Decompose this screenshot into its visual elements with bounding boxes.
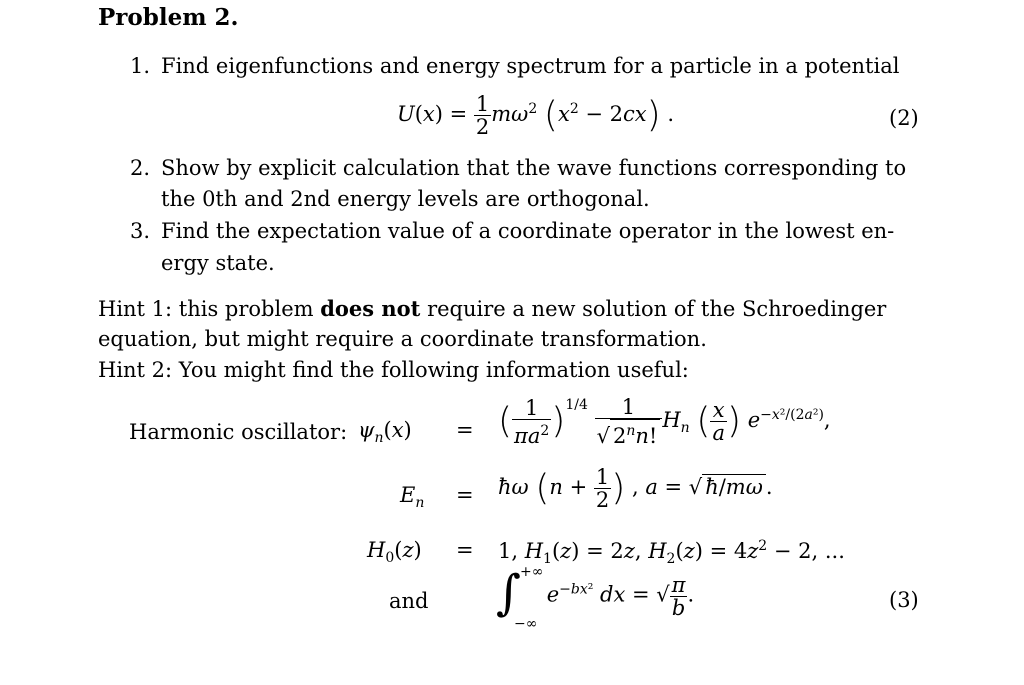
equation-2: U(x) = $\frac{1}{2}$ $m\omega^2$ $(x^2 - 2cx)$ . — [397, 92, 675, 139]
problem-title: Problem 2. — [98, 4, 239, 31]
hint-1-label: Hint 1: this problem — [98, 297, 321, 321]
h-rhs: 1, $H_1(z) = 2z$, $H_2(z) = 4z^2 - 2$, ... — [498, 538, 845, 568]
en-rhs: ħω (n + $\frac{1}{2}$ ) , a = √ ħ/mω . — [498, 465, 773, 512]
item-2-line-1: Show by explicit calculation that the wave functions corresponding to — [161, 156, 907, 180]
item-2-line-2: the 0th and 2nd energy levels are orthogonal. — [161, 187, 650, 211]
harmonic-oscillator-label: Harmonic oscillator: — [129, 420, 348, 444]
equation-3-number: (3) — [889, 588, 919, 612]
item-1-text: Find eigenfunctions and energy spectrum for a particle in a potential — [161, 54, 900, 78]
hint-2: Hint 2: You might find the following information useful: — [98, 358, 689, 382]
equals-2: = — [456, 483, 474, 507]
item-1-number: 1. — [130, 54, 151, 78]
hint-1-bold: does not — [320, 296, 421, 321]
hint-1-line-1 — [98, 294, 886, 324]
item-3-line-2: ergy state. — [161, 251, 275, 275]
h-lhs: $H_0(z)$ — [367, 538, 422, 567]
en-lhs: $E_n$ — [400, 483, 425, 512]
item-3-number: 3. — [130, 219, 151, 243]
and-label: and — [389, 589, 429, 613]
item-2-number: 2. — [130, 156, 151, 180]
hint-1-rest: require a new solution of the Schroedinger — [420, 297, 887, 321]
gaussian-integral: ∫ +∞ −∞ $e^{-bx^2}$ dx = √ $\frac{\pi}{b}$ . — [496, 564, 695, 632]
item-3-line-1: Find the expectation value of a coordinate operator in the lowest en- — [161, 219, 895, 243]
equation-2-number: (2) — [889, 106, 919, 130]
equals-1: = — [456, 418, 474, 442]
equals-3: = — [456, 538, 474, 562]
psi-rhs: ( $\frac{1}{\pi a^2}$ )$^{1/4}$ $\frac{1}{√ 2^nn!}$ $H_n$ ( $\frac{x}{a}$ ) $e^{-x^2/(2a^2)}$, — [498, 395, 831, 448]
hint-1-line-2: equation, but might require a coordinate transformation. — [98, 327, 707, 351]
psi-lhs: $\psi_n(x)$ — [358, 418, 412, 447]
